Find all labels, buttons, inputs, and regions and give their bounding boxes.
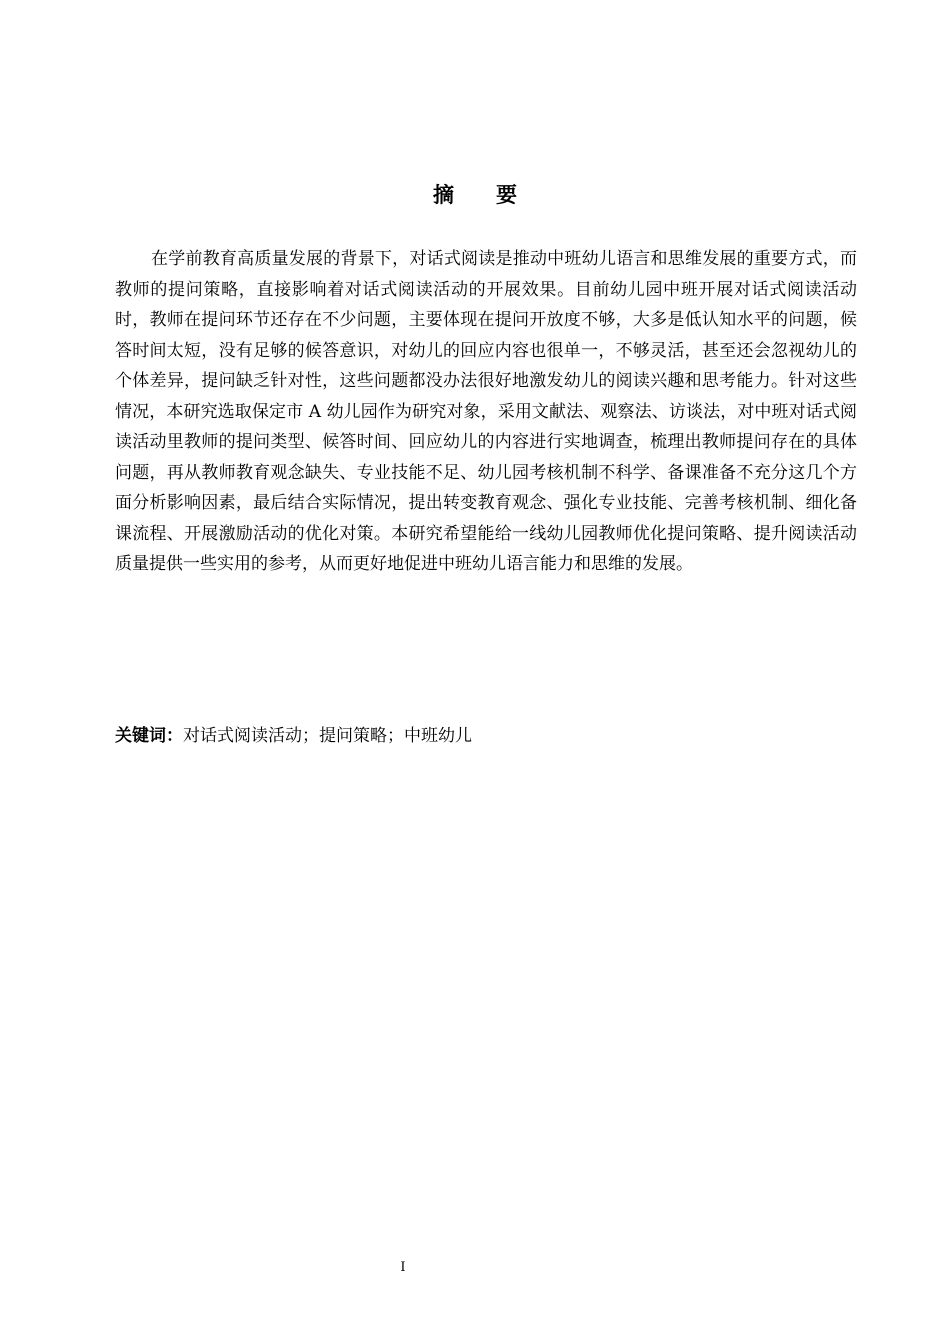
abstract-paragraph: 在学前教育高质量发展的背景下，对话式阅读是推动中班幼儿语言和思维发展的重要方式，而教师的提问策略，直接影响着对话式阅读活动的开展效果。目前幼儿园中班开展对话式阅读活动时，教师在提问环节还存在不少问题，主要体现在提问开放度不够，大多是低认知水平的问题，候答时间太短，没有足够的候答意识，对幼儿的回应内容也很单一，不够灵活，甚至还会忽视幼儿的个体差异，提问缺乏针对性，这些问题都没办法很好地激发幼儿的阅读兴趣和思考能力。针对这些情况，本研究选取保定市 A 幼儿园作为研究对象，采用文献法、观察法、访谈法，对中班对话式阅读活动里教师的提问类型、候答时间、回应幼儿的内容进行实地调查，梳理出教师提问存在的具体问题，再从教师教育观念缺失、专业技能不足、幼儿园考核机制不科学、备课准备不充分这几个方面分析影响因素，最后结合实际情况，提出转变教育观念、强化专业技能、完善考核机制、细化备课流程、开展激励活动的优化对策。本研究希望能给一线幼儿园教师优化提问策略、提升阅读活动质量提供一些实用的参考，从而更好地促进中班幼儿语言能力和思维的发展。	[115, 249, 857, 574]
keywords-text: 对话式阅读活动；提问策略；中班幼儿	[183, 726, 472, 746]
keywords-line	[115, 721, 857, 751]
page-number: I	[400, 1260, 406, 1275]
abstract-title: 摘要	[433, 183, 559, 207]
keywords-label: 关键词：	[115, 726, 183, 746]
